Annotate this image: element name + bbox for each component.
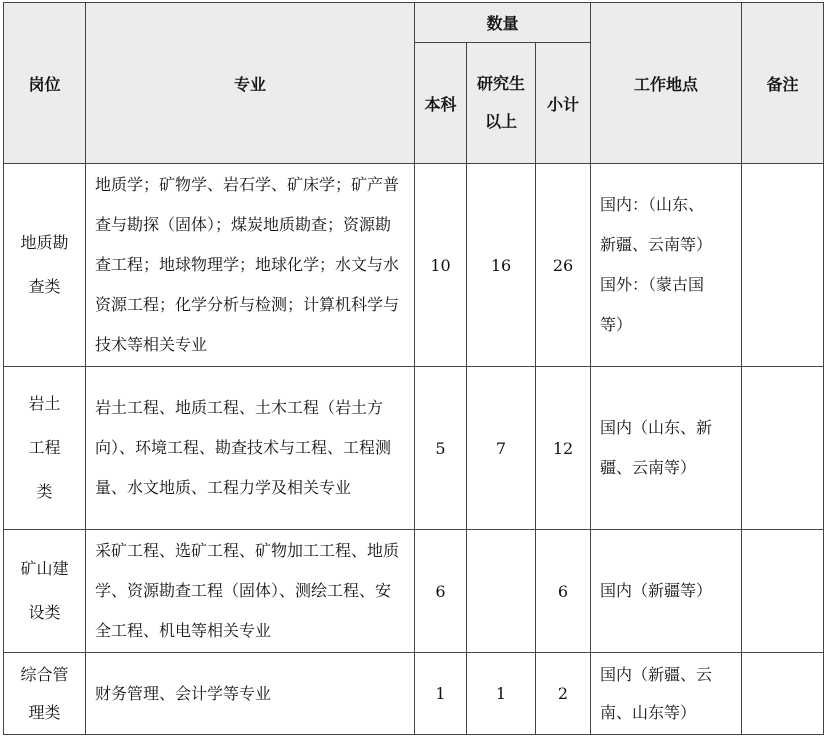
header-undergrad: 本科 [415,43,467,164]
header-remarks: 备注 [742,3,824,164]
graduate-cell [467,530,536,653]
subtotal-cell: 2 [536,653,591,735]
position-cell: 综合管理类 [4,653,86,735]
recruitment-table [3,2,824,735]
position-cell: 岩土工程类 [4,367,86,530]
major-cell: 财务管理、会计学等专业 [86,653,415,735]
table-row [4,530,824,653]
position-cell: 地质勘查类 [4,164,86,367]
undergrad-cell: 1 [415,653,467,735]
table-row [4,164,824,367]
location-cell [591,164,742,367]
location-domestic: 国内：（山东、新疆、云南等） [600,195,713,254]
undergrad-cell: 5 [415,367,467,530]
remarks-cell [742,367,824,530]
remarks-cell [742,530,824,653]
undergrad-cell: 6 [415,530,467,653]
location-cell: 国内（山东、新疆、云南等） [591,367,742,530]
header-graduate: 研究生以上 [467,43,536,164]
undergrad-cell: 10 [415,164,467,367]
header-quantity: 数量 [415,3,591,43]
subtotal-cell: 26 [536,164,591,367]
subtotal-cell: 6 [536,530,591,653]
header-major: 专业 [86,3,415,164]
table-row [4,653,824,735]
position-cell: 矿山建设类 [4,530,86,653]
header-subtotal: 小计 [536,43,591,164]
major-cell: 采矿工程、选矿工程、矿物加工工程、地质学、资源勘查工程（固体）、测绘工程、安全工程、机电等相关专业 [86,530,415,653]
graduate-cell: 7 [467,367,536,530]
location-cell: 国内（新疆、云南、山东等） [591,653,742,735]
location-cell: 国内（新疆等） [591,530,742,653]
header-position: 岗位 [4,3,86,164]
header-location: 工作地点 [591,3,742,164]
location-overseas: 国外：（蒙古国等） [600,275,705,334]
graduate-cell: 16 [467,164,536,367]
remarks-cell [742,164,824,367]
table-row [4,367,824,530]
subtotal-cell: 12 [536,367,591,530]
remarks-cell [742,653,824,735]
major-cell: 地质学；矿物学、岩石学、矿床学；矿产普查与勘探（固体）；煤炭地质勘查；资源勘查工程；地球物理学；地球化学；水文与水资源工程；化学分析与检测；计算机科学与技术等相关专业 [86,164,415,367]
graduate-cell: 1 [467,653,536,735]
major-cell: 岩土工程、地质工程、土木工程（岩土方向）、环境工程、勘查技术与工程、工程测量、水文地质、工程力学及相关专业 [86,367,415,530]
